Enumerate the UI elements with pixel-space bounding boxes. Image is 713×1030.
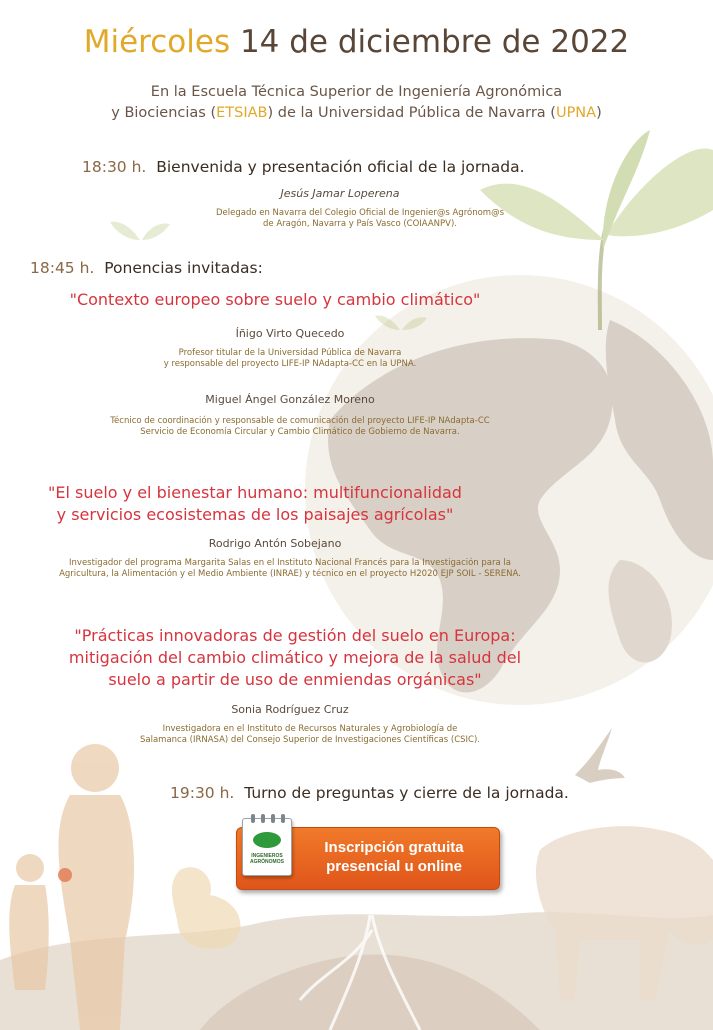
venue-line-2 (0, 103, 713, 124)
calendar-icon (242, 818, 292, 876)
venue-text-a: y Biociencias ( (111, 105, 217, 121)
talk-2-title-line-1: "El suelo y el bienestar humano: multifuncionalidad (48, 483, 462, 502)
time-1845: 18:45 h. (30, 259, 95, 277)
talk-1-title: "Contexto europeo sobre suelo y cambio climático" (69, 290, 481, 309)
talk-2-aff-2: Agricultura, la Alimentación y el Medio Ambiente (INRAE) y técnico en el proyecto H2020 EJP SOIL - SERENA. (59, 569, 521, 579)
talk-3-aff-1: Investigadora en el Instituto de Recursos Naturales y Agrobiología de (162, 724, 458, 734)
agenda-closing (170, 784, 569, 802)
welcome-aff-line-2: de Aragón, Navarra y País Vasco (COIAANPV). (263, 219, 457, 229)
talk-2-affiliation (50, 558, 530, 580)
talk-3-affiliation (100, 724, 520, 746)
talk-3-title-line-3: suelo a partir de uso de enmiendas orgánicas" (108, 670, 482, 689)
registration-line-1: Inscripción gratuita (324, 839, 464, 856)
talk-1-speaker-1-affiliation (90, 348, 490, 370)
closing-title: Turno de preguntas y cierre de la jornada. (244, 784, 569, 802)
time-1930: 19:30 h. (170, 784, 235, 802)
venue-text-b: ) de la Universidad Pública de Navarra ( (267, 105, 556, 121)
welcome-speaker: Jesús Jamar Loperena (280, 187, 400, 200)
talk-3-title (45, 625, 545, 691)
time-1830: 18:30 h. (82, 158, 147, 176)
agenda-talks-header (30, 259, 263, 277)
talk-1-aff-3: Técnico de coordinación y responsable de comunicación del proyecto LIFE-IP NAdapta-CC (110, 416, 490, 426)
agenda-welcome (82, 158, 525, 176)
talk-1-speaker-1: Íñigo Virto Quecedo (235, 327, 345, 340)
welcome-title: Bienvenida y presentación oficial de la jornada. (156, 158, 525, 176)
page-title (0, 22, 713, 62)
talk-2-speaker: Rodrigo Antón Sobejano (208, 537, 342, 550)
talk-1-speaker-2: Miguel Ángel González Moreno (205, 393, 375, 406)
talk-1-aff-1: Profesor titular de la Universidad Pública de Navarra (178, 348, 402, 358)
talk-3-aff-2: Salamanca (IRNASA) del Consejo Superior de Investigaciones Científicas (CSIC). (140, 735, 480, 745)
talk-2-aff-1: Investigador del programa Margarita Salas en el Instituto Nacional Francés para la Investigación para la (69, 558, 511, 568)
logo-icon (253, 832, 281, 848)
talk-3-title-line-1: "Prácticas innovadoras de gestión del suelo en Europa: (74, 626, 516, 645)
venue-line-1: En la Escuela Técnica Superior de Ingeniería Agronómica (150, 84, 563, 100)
title-day: Miércoles (83, 24, 231, 60)
talk-3-title-line-2: mitigación del cambio climático y mejora de la salud del (68, 648, 522, 667)
welcome-affiliation (150, 208, 570, 230)
venue-text (0, 82, 713, 124)
talk-1-speaker-2-affiliation (60, 416, 540, 438)
talk-2-title (30, 482, 480, 526)
acronym-etsiab: ETSIAB (216, 105, 268, 121)
talk-2-title-line-2: y servicios ecosistemas de los paisajes agrícolas" (56, 505, 454, 524)
talk-1-aff-2: y responsable del proyecto LIFE-IP NAdapta-CC en la UPNA. (163, 359, 417, 369)
talk-1-aff-4: Servicio de Economía Circular y Cambio Climático de Gobierno de Navarra. (140, 427, 460, 437)
registration-button-label (299, 838, 489, 876)
acronym-upna: UPNA (555, 105, 597, 121)
title-date: 14 de diciembre de 2022 (239, 24, 630, 60)
talks-header-title: Ponencias invitadas: (104, 259, 263, 277)
talk-3-speaker: Sonia Rodríguez Cruz (231, 703, 349, 716)
bird-icon (575, 728, 625, 783)
calendar-logo-text: INGENIEROS AGRÓNOMOS (250, 853, 284, 865)
welcome-aff-line-1: Delegado en Navarra del Colegio Oficial de Ingenier@s Agrónom@s (215, 208, 505, 218)
venue-text-c: ) (596, 105, 602, 121)
registration-line-2: presencial u online (326, 858, 462, 875)
